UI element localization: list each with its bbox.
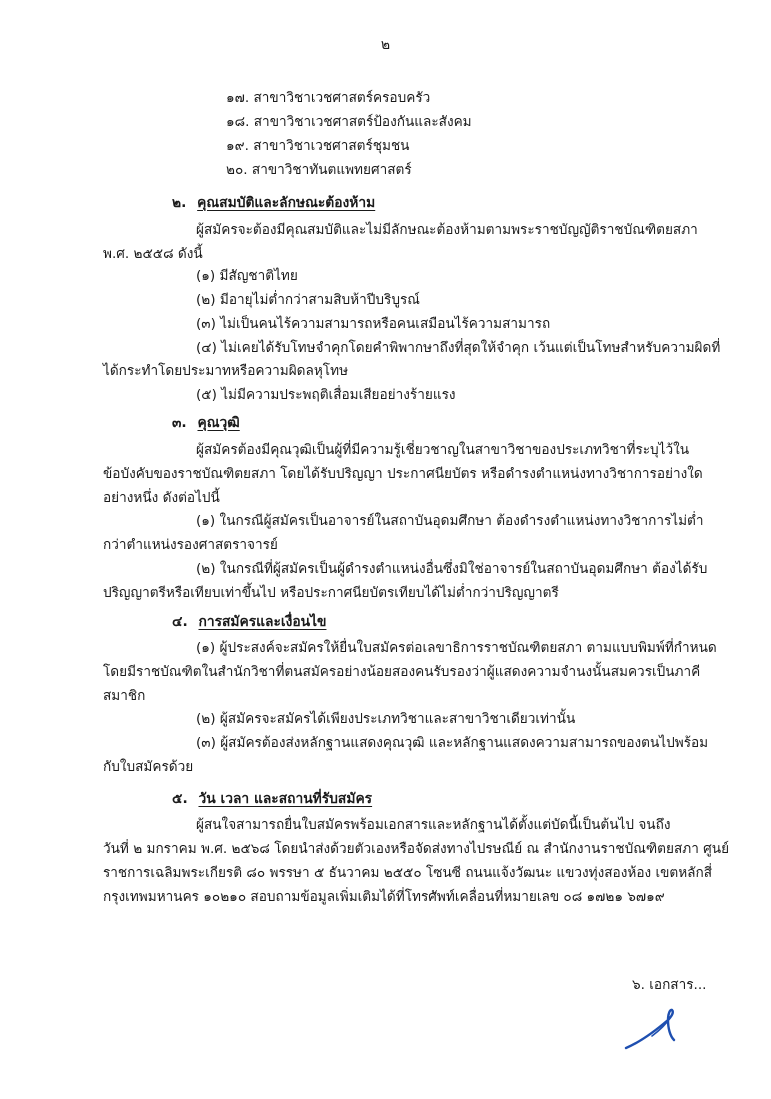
list-item: (๕) ไม่มีความประพฤติเสื่อมเสียอย่างร้ายแรง bbox=[196, 387, 456, 403]
section-title: การสมัครและเงื่อนไข bbox=[198, 614, 327, 630]
paragraph-line: วันที่ ๒ มกราคม พ.ศ. ๒๕๖๘ โดยนำส่งด้วยตัวเองหรือจัดส่งทางไปรษณีย์ ณ สำนักงานราชบัณฑิตยสภา ศูนย์ bbox=[103, 841, 730, 857]
paragraph-line: ผู้สมัครจะต้องมีคุณสมบัติและไม่มีลักษณะต้องห้ามตามพระราชบัญญัติราชบัณฑิตยสภา bbox=[196, 222, 698, 238]
list-item: (๓) ผู้สมัครต้องส่งหลักฐานแสดงคุณวุฒิ และหลักฐานแสดงความสามารถของตนไปพร้อม bbox=[196, 735, 709, 751]
list-item-continued: ปริญญาตรีหรือเทียบเท่าขึ้นไป หรือประกาศนียบัตรเทียบได้ไม่ต่ำกว่าปริญญาตรี bbox=[103, 585, 559, 601]
list-item: (๒) ผู้สมัครจะสมัครได้เพียงประเภทวิชาและสาขาวิชาเดียวเท่านั้น bbox=[196, 711, 576, 727]
list-item: (๑) ในกรณีผู้สมัครเป็นอาจารย์ในสถาบันอุดมศึกษา ต้องดำรงตำแหน่งทางวิชาการไม่ต่ำ bbox=[196, 513, 704, 529]
section-5-heading bbox=[172, 789, 372, 809]
section-number: ๕. bbox=[172, 791, 188, 807]
section-number: ๔. bbox=[172, 614, 188, 630]
list-item-continued: กว่าตำแหน่งรองศาสตราจารย์ bbox=[103, 537, 278, 553]
list-item-continued: ได้กระทำโดยประมาทหรือความผิดลหุโทษ bbox=[103, 363, 349, 379]
page-number: ๒ bbox=[380, 37, 391, 53]
major-item-20: ๒๐. สาขาวิชาทันตแพทยศาสตร์ bbox=[226, 162, 412, 178]
paragraph-line: ข้อบังคับของราชบัณฑิตยสภา โดยได้รับปริญญา ประกาศนียบัตร หรือดำรงตำแหน่งทางวิชาการอย่างใด bbox=[103, 466, 703, 482]
list-item: (๓) ไม่เป็นคนไร้ความสามารถหรือคนเสมือนไร้ความสามารถ bbox=[196, 316, 551, 332]
major-item-17: ๑๗. สาขาวิชาเวชศาสตร์ครอบครัว bbox=[226, 90, 431, 106]
list-item-continued: กับใบสมัครด้วย bbox=[103, 759, 194, 775]
major-item-19: ๑๙. สาขาวิชาเวชศาสตร์ชุมชน bbox=[226, 138, 410, 154]
continuation-note: ๖. เอกสาร... bbox=[632, 977, 707, 993]
list-item-continued: สมาชิก bbox=[103, 688, 146, 704]
list-item: (๔) ไม่เคยได้รับโทษจำคุกโดยคำพิพากษาถึงที่สุดให้จำคุก เว้นแต่เป็นโทษสำหรับความผิดที่ bbox=[196, 340, 721, 356]
list-item-continued: โดยมีราชบัณฑิตในสำนักวิชาที่ตนสมัครอย่างน้อยสองคนรับรองว่าผู้แสดงความจำนงนั้นสมควรเป็นภาคี bbox=[103, 664, 701, 680]
signature-mark bbox=[622, 1006, 692, 1058]
paragraph-line: พ.ศ. ๒๕๕๘ ดังนี้ bbox=[103, 246, 203, 262]
section-title: คุณวุฒิ bbox=[197, 415, 240, 431]
list-item: (๑) มีสัญชาติไทย bbox=[196, 268, 298, 284]
signature-icon bbox=[622, 1006, 692, 1054]
list-item: (๑) ผู้ประสงค์จะสมัครให้ยื่นใบสมัครต่อเลขาธิการราชบัณฑิตยสภา ตามแบบพิมพ์ที่กำหนด bbox=[196, 640, 717, 656]
list-item: (๒) ในกรณีที่ผู้สมัครเป็นผู้ดำรงตำแหน่งอื่นซึ่งมิใช่อาจารย์ในสถาบันอุดมศึกษา ต้องได้รับ bbox=[196, 561, 708, 577]
list-item: (๒) มีอายุไม่ต่ำกว่าสามสิบห้าปีบริบูรณ์ bbox=[196, 292, 420, 308]
section-number: ๓. bbox=[172, 415, 187, 431]
section-title: คุณสมบัติและลักษณะต้องห้าม bbox=[197, 195, 376, 211]
section-3-heading bbox=[172, 413, 240, 433]
major-item-18: ๑๘. สาขาวิชาเวชศาสตร์ป้องกันและสังคม bbox=[226, 114, 472, 130]
section-2-heading bbox=[172, 193, 375, 213]
paragraph-line: อย่างหนึ่ง ดังต่อไปนี้ bbox=[103, 490, 220, 506]
section-title: วัน เวลา และสถานที่รับสมัคร bbox=[198, 791, 373, 807]
paragraph-line: ผู้สนใจสามารถยื่นใบสมัครพร้อมเอกสารและหลักฐานได้ตั้งแต่บัดนี้เป็นต้นไป จนถึง bbox=[196, 817, 671, 833]
paragraph-line: กรุงเทพมหานคร ๑๐๒๑๐ สอบถามข้อมูลเพิ่มเติมได้ที่โทรศัพท์เคลื่อนที่หมายเลข ๐๘ ๑๗๒๑ ๖๗๑๙ bbox=[103, 889, 665, 905]
paragraph-line: ราชการเฉลิมพระเกียรติ ๘๐ พรรษา ๕ ธันวาคม ๒๕๕๐ โซนซี ถนนแจ้งวัฒนะ แขวงทุ่งสองห้อง เขตหลักสี่ bbox=[103, 865, 713, 881]
section-4-heading bbox=[172, 612, 326, 632]
paragraph-line: ผู้สมัครต้องมีคุณวุฒิเป็นผู้ที่มีความรู้เชี่ยวชาญในสาขาวิชาของประเภทวิชาที่ระบุไว้ใน bbox=[196, 442, 690, 458]
section-number: ๒. bbox=[172, 195, 187, 211]
